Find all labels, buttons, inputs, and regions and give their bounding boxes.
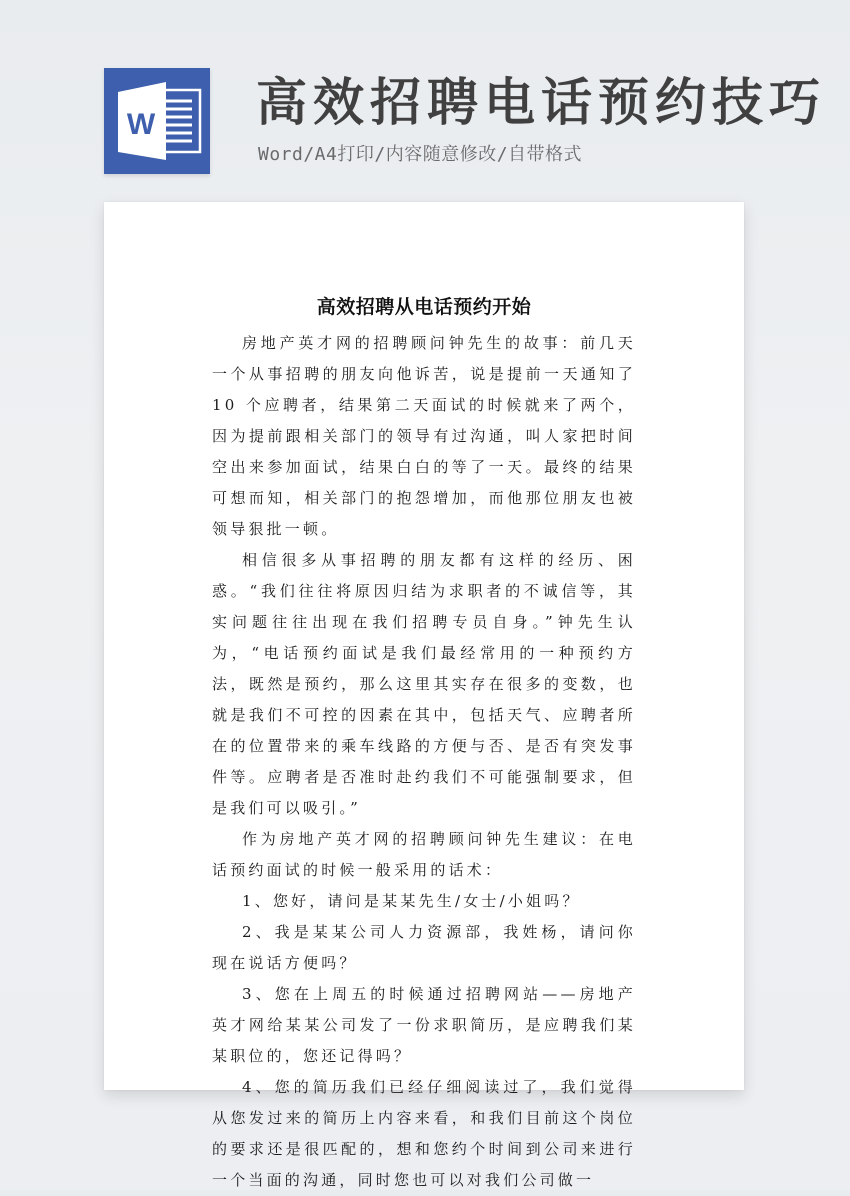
page-subtitle: Word/A4打印/内容随意修改/自带格式 — [258, 144, 583, 165]
paragraph: 房地产英才网的招聘顾问钟先生的故事：前几天一个从事招聘的朋友向他诉苦，说是提前一天通知了 10 个应聘者，结果第二天面试的时候就来了两个，因为提前跟相关部门的领导有过沟通，叫人家把时间空出来参加面试，结果白白的等了一天。最终的结果可想而知，相关部门的抱怨增加，而他那位朋友也被领导狠批一顿。 — [212, 334, 636, 538]
document-title: 高效招聘从电话预约开始 — [316, 296, 532, 318]
list-item: 3、您在上周五的时候通过招聘网站——房地产英才网给某某公司发了一份求职简历，是应聘我们某某职位的，您还记得吗？ — [212, 985, 636, 1065]
paragraph: 相信很多从事招聘的朋友都有这样的经历、困惑。“我们往往将原因归结为求职者的不诚信等，其实问题往往出现在我们招聘专员自身。”钟先生认为，“电话预约面试是我们最经常用的一种预约方法，既然是预约，那么这里其实存在很多的变数，也就是我们不可控的因素在其中，包括天气、应聘者所在的位置带来的乘车线路的方便与否、是否有突发事件等。应聘者是否准时赴约我们不可能强制要求，但是我们可以吸引。” — [212, 551, 636, 817]
list-item: 4、您的简历我们已经仔细阅读过了，我们觉得从您发过来的简历上内容来看，和我们目前这个岗位的要求还是很匹配的，想和您约个时间到公司来进行一个当面的沟通，同时您也可以对我们公司做一 — [212, 1078, 636, 1189]
paragraph: 作为房地产英才网的招聘顾问钟先生建议：在电话预约面试的时候一般采用的话术： — [212, 830, 636, 879]
document-page — [104, 202, 744, 1189]
list-item: 2、我是某某公司人力资源部，我姓杨，请问你现在说话方便吗？ — [212, 923, 636, 972]
word-document-icon — [104, 68, 210, 174]
page-title: 高效招聘电话预约技巧 — [256, 74, 827, 133]
document-body — [212, 328, 636, 1196]
list-item: 1、您好，请问是某某先生/女士/小姐吗？ — [242, 892, 581, 910]
svg-text:W: W — [126, 108, 156, 141]
